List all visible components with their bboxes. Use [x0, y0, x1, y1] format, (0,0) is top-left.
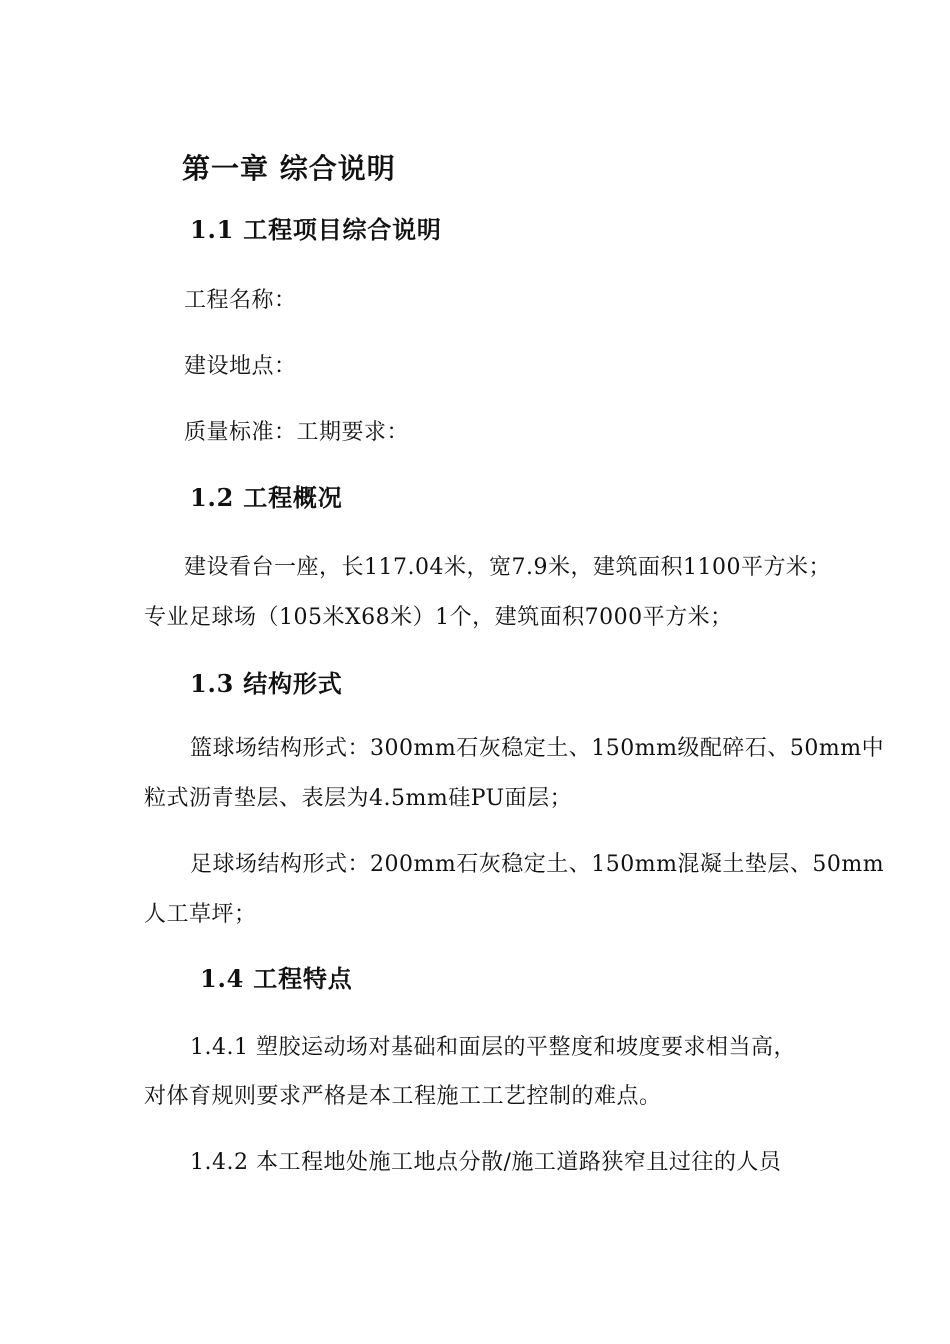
overview-line-2: 专业足球场（105米X68米）1个，建筑面积7000平方米； [144, 605, 733, 630]
basketball-structure-line-2: 粒式沥青垫层、表层为4.5mm硅PU面层； [144, 786, 573, 811]
construction-location-line: 建设地点： [184, 354, 297, 379]
section-heading-1-3: 1.3 结构形式 [190, 669, 343, 698]
section-heading-1-2: 1.2 工程概况 [190, 483, 343, 512]
features-line-2: 对体育规则要求严格是本工程施工工艺控制的难点。 [144, 1084, 662, 1109]
features-line-1: 1.4.1 塑胶运动场对基础和面层的平整度和坡度要求相当高， [190, 1035, 796, 1060]
football-structure-line-1: 足球场结构形式：200mm石灰稳定土、150mm混凝土垫层、50mm [190, 852, 885, 877]
football-structure-line-2: 人工草坪； [144, 902, 257, 927]
project-name-line: 工程名称： [184, 288, 297, 313]
section-heading-1-1: 1.1 工程项目综合说明 [190, 215, 442, 244]
section-heading-1-4: 1.4 工程特点 [200, 964, 353, 993]
chapter-title: 第一章 综合说明 [182, 152, 396, 185]
basketball-structure-line-1: 篮球场结构形式：300mm石灰稳定土、150mm级配碎石、50mm中 [190, 736, 885, 761]
overview-line-1: 建设看台一座，长117.04米，宽7.9米，建筑面积1100平方米； [184, 555, 831, 580]
features-line-3: 1.4.2 本工程地处施工地点分散/施工道路狭窄且过往的人员 [190, 1150, 782, 1175]
quality-duration-line: 质量标准：工期要求： [184, 420, 410, 445]
